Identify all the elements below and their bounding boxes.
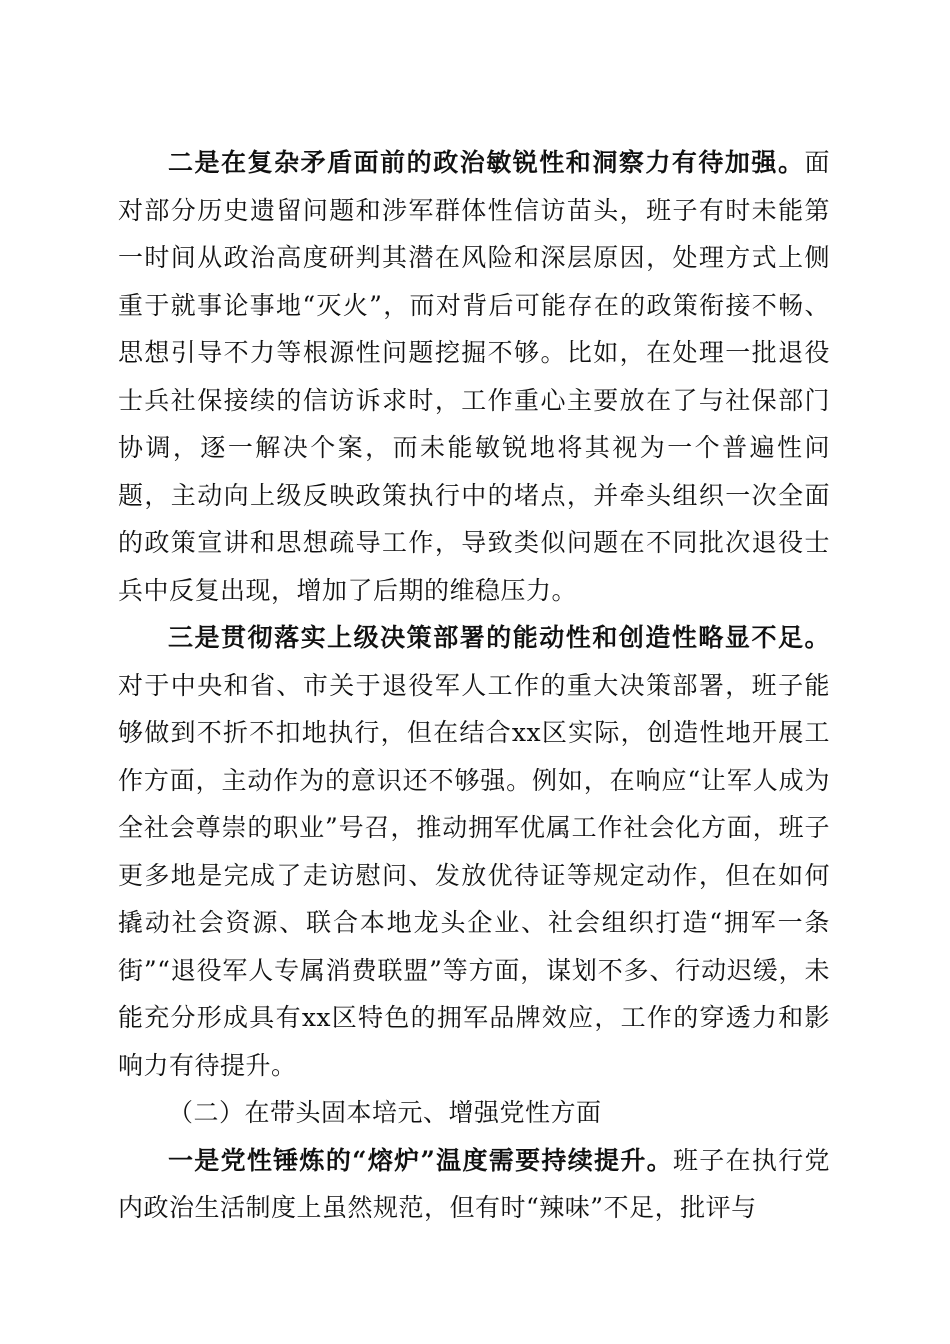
paragraph-lead: 二是在复杂矛盾面前的政治敏锐性和洞察力有待加强。 bbox=[168, 148, 805, 177]
paragraph-political-sensitivity bbox=[118, 139, 830, 614]
section-heading: （二）在带头固本培元、增强党性方面 bbox=[168, 1098, 602, 1127]
paragraph-text: 班子在执行党内政治生活制度上虽然规范，但有时“辣味”不足，批评与 bbox=[118, 1145, 830, 1222]
paragraph-initiative-creativity bbox=[118, 614, 830, 1089]
document-body bbox=[118, 139, 830, 1232]
paragraph-lead: 三是贯彻落实上级决策部署的能动性和创造性略显不足。 bbox=[168, 623, 830, 652]
paragraph-party-spirit bbox=[118, 1137, 830, 1232]
paragraph-text: 面对部分历史遗留问题和涉军群体性信访苗头，班子有时未能第一时间从政治高度研判其潜在风险和深层原因，处理方式上侧重于就事论事地“灭火”，而对背后可能存在的政策衔接不畅、思想引导不力等根源性问题挖掘不够。比如，在处理一批退役士兵社保接续的信访诉求时，工作重心主要放在了与社保部门协调，逐一解决个案，而未能敏锐地将其视为一个普遍性问题，主动向上级反映政策执行中的堵点，并牵头组织一次全面的政策宣讲和思想疏导工作，导致类似问题在不同批次退役士兵中反复出现，增加了后期的维稳压力。 bbox=[118, 148, 830, 605]
paragraph-text: 对于中央和省、市关于退役军人工作的重大决策部署，班子能够做到不折不扣地执行，但在结合xx区实际，创造性地开展工作方面，主动作为的意识还不够强。例如，在响应“让军人成为全社会尊崇的职业”号召，推动拥军优属工作社会化方面，班子更多地是完成了走访慰问、发放优待证等规定动作，但在如何撬动社会资源、联合本地龙头企业、社会组织打造“拥军一条街”“退役军人专属消费联盟”等方面，谋划不多、行动迟缓，未能充分形成具有xx区特色的拥军品牌效应，工作的穿透力和影响力有待提升。 bbox=[118, 670, 830, 1080]
paragraph-lead: 一是党性锤炼的“熔炉”温度需要持续提升。 bbox=[168, 1145, 673, 1175]
